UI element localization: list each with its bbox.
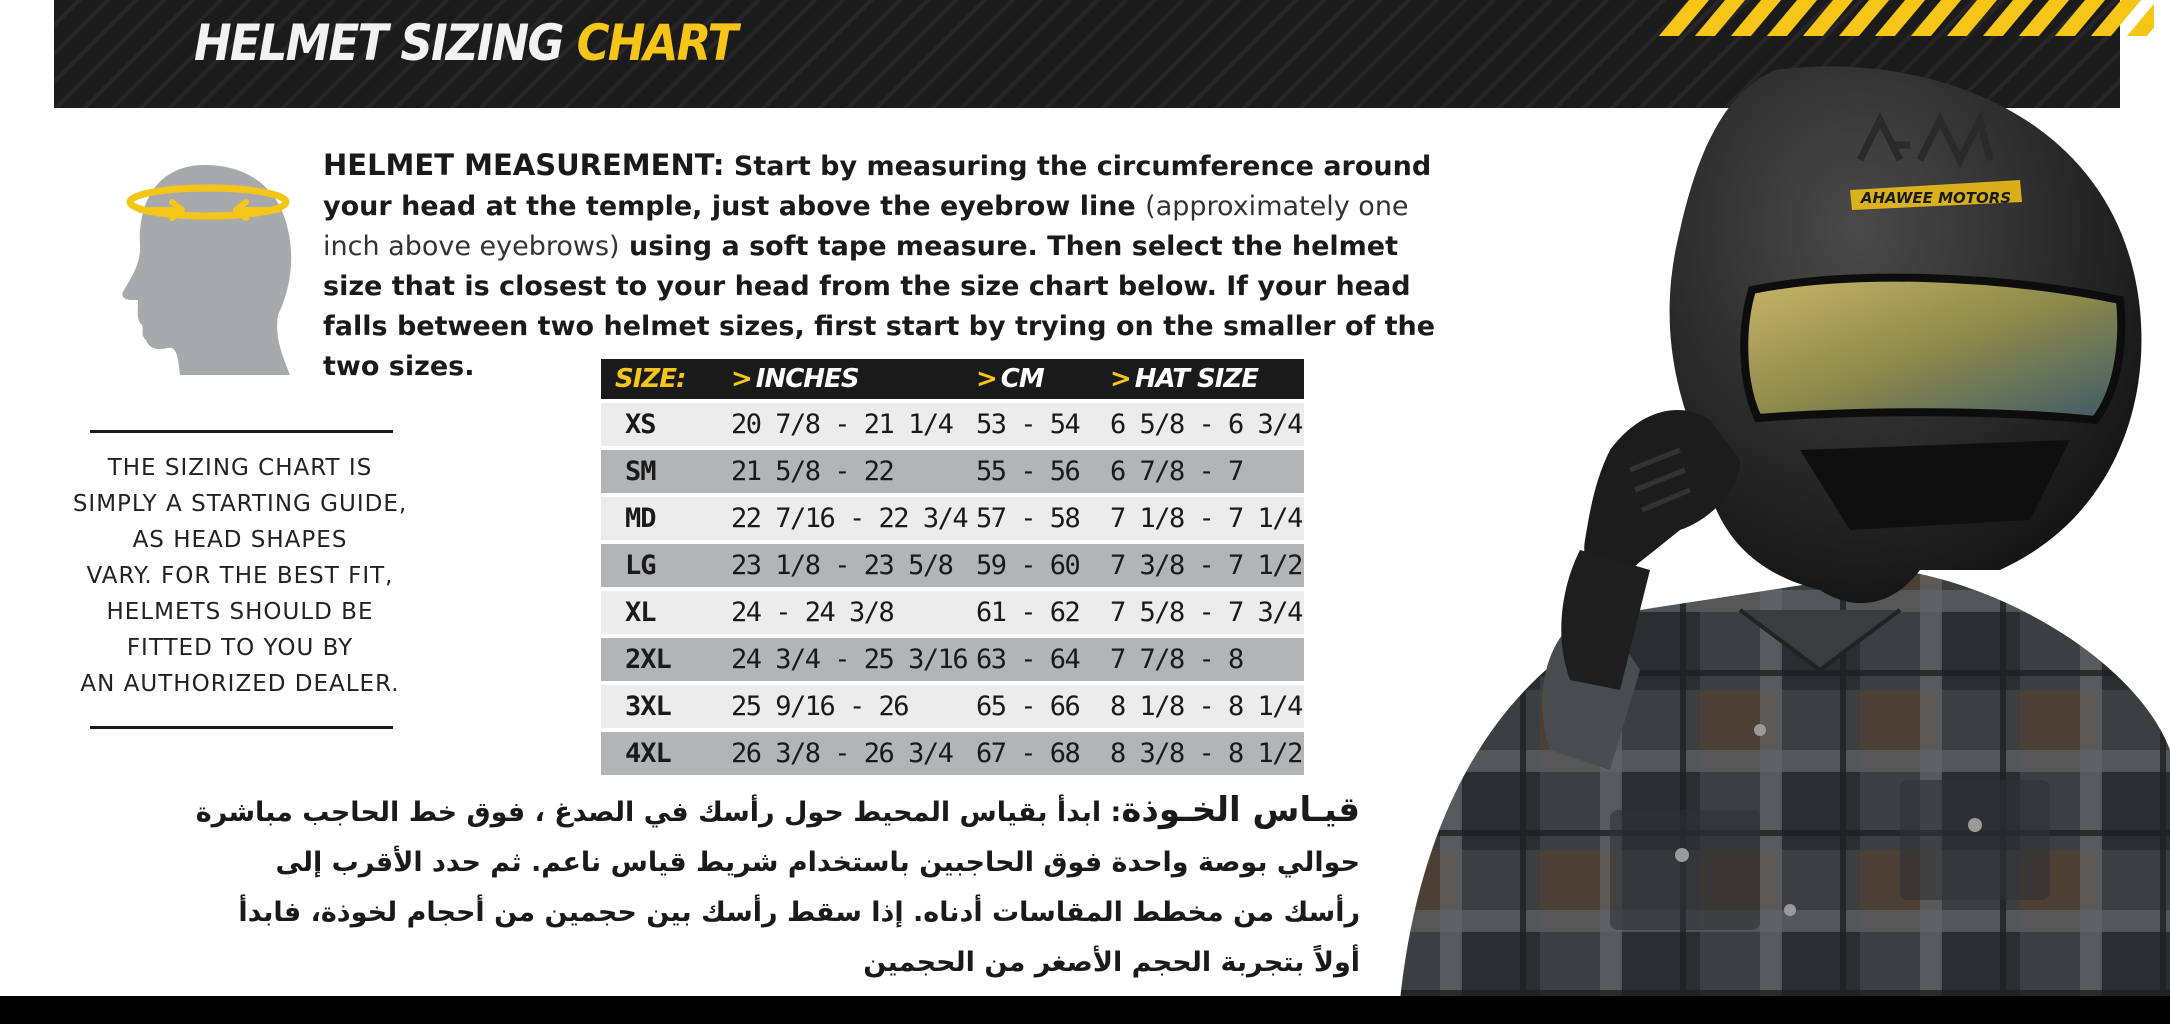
cell-hat-size: 6 5/8 - 6 3/4 [1110,403,1304,446]
header-size: SIZE: [601,359,731,399]
arabic-instructions [190,785,1360,988]
table-row [601,732,1304,775]
header-hat-size [1110,359,1304,399]
size-chart-table [601,355,1304,779]
cell-cm: 53 - 54 [976,403,1110,446]
table-row [601,591,1304,634]
cell-hat-size: 7 1/8 - 7 1/4 [1110,497,1304,540]
cell-hat-size: 7 3/8 - 7 1/2 [1110,544,1304,587]
cell-inches: 21 5/8 - 22 [731,450,976,493]
cell-size: 2XL [601,638,731,681]
cell-cm: 63 - 64 [976,638,1110,681]
measurement-text-3: using a soft tape measure. Then select the helmet size that is closest to your head from the size chart below. If your head falls between two helmet sizes, first start by trying on the smaller of the two sizes. [323,231,1436,382]
table-header-row [601,359,1304,399]
hazard-stripes [1654,0,2154,36]
cell-cm: 61 - 62 [976,591,1110,634]
cell-inches: 26 3/8 - 26 3/4 [731,732,976,775]
measurement-instructions [323,145,1453,387]
table-row [601,638,1304,681]
cell-size: SM [601,450,731,493]
cell-cm: 57 - 58 [976,497,1110,540]
measurement-text-2: (approximately one inch above eyebrows) [323,191,1409,262]
cell-size: LG [601,544,731,587]
table-row [601,544,1304,587]
cell-hat-size: 8 1/8 - 8 1/4 [1110,685,1304,728]
chevron-icon: > [731,364,752,394]
head-measure-icon [110,150,300,380]
guide-line: AN AUTHORIZED DEALER. [80,671,400,697]
cell-size: 3XL [601,685,731,728]
cell-inches: 25 9/16 - 26 [731,685,976,728]
brand-logo-text: AHAWEE MOTORS [1860,189,2012,207]
cell-size: XS [601,403,731,446]
header-cm [976,359,1110,399]
cell-cm: 55 - 56 [976,450,1110,493]
guide-line: SIMPLY A STARTING GUIDE, [72,491,408,517]
guide-divider-bottom [90,726,393,729]
cell-size: 4XL [601,732,731,775]
title-accent: CHART [576,14,737,72]
cell-inches: 22 7/16 - 22 3/4 [731,497,976,540]
guide-divider-top [90,430,393,433]
table-row [601,497,1304,540]
table-row [601,403,1304,446]
guide-line: AS HEAD SHAPES [132,527,348,553]
cell-hat-size: 7 7/8 - 8 [1110,638,1304,681]
cell-hat-size: 8 3/8 - 8 1/2 [1110,732,1304,775]
cell-cm: 67 - 68 [976,732,1110,775]
arabic-label: قيـاس الخـوذة [1121,790,1360,830]
title-main: HELMET SIZING [194,14,563,72]
guide-line: HELMETS SHOULD BE [106,599,374,625]
cell-hat-size: 6 7/8 - 7 [1110,450,1304,493]
page-title [194,14,736,72]
cell-hat-size: 7 5/8 - 7 3/4 [1110,591,1304,634]
chevron-icon: > [976,364,997,394]
cell-inches: 23 1/8 - 23 5/8 [731,544,976,587]
header-inches [731,359,976,399]
cell-cm: 65 - 66 [976,685,1110,728]
chevron-icon: > [1110,364,1131,394]
guide-line: FITTED TO YOU BY [126,635,354,661]
table-row [601,685,1304,728]
cell-size: MD [601,497,731,540]
cell-cm: 59 - 60 [976,544,1110,587]
header-inches-label: INCHES [755,364,859,394]
measurement-label: HELMET MEASUREMENT: [323,148,725,182]
sizing-guide-note [60,450,420,702]
header-hat-size-label: HAT SIZE [1134,364,1258,394]
guide-line: VARY. FOR THE BEST FIT, [86,563,394,589]
header-cm-label: CM [1000,364,1044,394]
guide-line: THE SIZING CHART IS [107,455,373,481]
table-row [601,450,1304,493]
measurement-text-1: Start by measuring the circumference around your head at the temple, just above the eyebrow line [323,151,1432,222]
footer-bar [0,996,2170,1024]
rider-helmet-photo [1380,50,2170,1000]
cell-inches: 20 7/8 - 21 1/4 [731,403,976,446]
cell-size: XL [601,591,731,634]
arabic-text: : ابدأ بقياس المحيط حول رأسك في الصدغ ، فوق خط الحاجب مباشرة حوالي بوصة واحدة فوق الحاجبين باستخدام شريط قياس ناعم. ثم حدد الأقرب إلى رأسك من مخطط المقاسات أدناه. إذا سقط رأسك بين حجمين من أحجام لخوذة، فابدأ أولاً بتجربة الحجم الأصغر من الحجمين [195,797,1360,978]
cell-inches: 24 3/4 - 25 3/16 [731,638,976,681]
cell-inches: 24 - 24 3/8 [731,591,976,634]
